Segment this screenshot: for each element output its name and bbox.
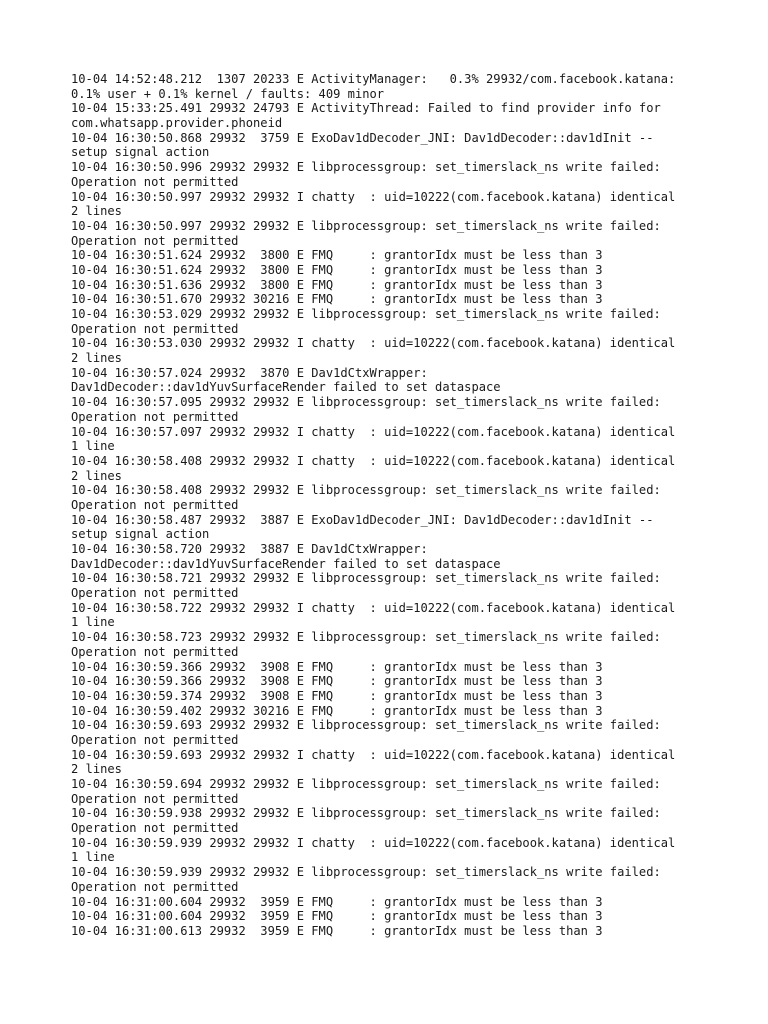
log-line: 10-04 16:30:59.693 29932 29932 E libprocessgroup: set_timerslack_ns write failed: [71,718,661,733]
log-line: 10-04 16:31:00.604 29932 3959 E FMQ : grantorIdx must be less than 3 [71,909,603,924]
log-line: 10-04 16:30:58.487 29932 3887 E ExoDav1dDecoder_JNI: Dav1dDecoder::dav1dInit -- [71,512,654,527]
log-line: 10-04 16:30:51.624 29932 3800 E FMQ : grantorIdx must be less than 3 [71,248,603,263]
log-line: Operation not permitted [71,174,239,189]
log-line: 10-04 16:30:59.938 29932 29932 E libprocessgroup: set_timerslack_ns write failed: [71,806,661,821]
log-line: 10-04 16:30:58.408 29932 29932 I chatty : uid=10222(com.facebook.katana) identical [71,453,676,468]
log-line: 1 line [71,615,115,630]
log-line: setup signal action [71,527,210,542]
log-line: 10-04 16:30:58.722 29932 29932 I chatty : uid=10222(com.facebook.katana) identical [71,600,676,615]
logcat-text-block [71,72,731,939]
log-line: Operation not permitted [71,732,239,747]
log-line: setup signal action [71,145,210,160]
log-line: 10-04 16:31:00.604 29932 3959 E FMQ : grantorIdx must be less than 3 [71,894,603,909]
log-line: 10-04 16:30:59.366 29932 3908 E FMQ : grantorIdx must be less than 3 [71,674,603,689]
log-line: 10-04 16:30:50.997 29932 29932 I chatty : uid=10222(com.facebook.katana) identical [71,189,676,204]
log-line: 10-04 16:30:53.030 29932 29932 I chatty : uid=10222(com.facebook.katana) identical [71,336,676,351]
log-line: 2 lines [71,351,122,366]
log-line: com.whatsapp.provider.phoneid [71,116,283,131]
log-line: 10-04 16:30:50.997 29932 29932 E libprocessgroup: set_timerslack_ns write failed: [71,218,661,233]
log-line: Operation not permitted [71,586,239,601]
log-line: 2 lines [71,762,122,777]
log-line: Dav1dDecoder::dav1dYuvSurfaceRender failed to set dataspace [71,556,501,571]
log-line: 10-04 16:30:59.693 29932 29932 I chatty : uid=10222(com.facebook.katana) identical [71,747,676,762]
log-line: 10-04 16:30:58.720 29932 3887 E Dav1dCtxWrapper: [71,542,428,556]
log-line: 10-04 16:30:59.366 29932 3908 E FMQ : grantorIdx must be less than 3 [71,659,603,674]
log-line: 10-04 15:33:25.491 29932 24793 E ActivityThread: Failed to find provider info for [71,101,661,116]
log-line: Dav1dDecoder::dav1dYuvSurfaceRender failed to set dataspace [71,380,501,395]
log-line: 10-04 16:30:59.939 29932 29932 I chatty : uid=10222(com.facebook.katana) identical [71,835,676,850]
log-line: Operation not permitted [71,409,239,424]
log-line: 10-04 16:30:59.402 29932 30216 E FMQ : grantorIdx must be less than 3 [71,703,603,718]
log-line: 10-04 16:30:57.097 29932 29932 I chatty : uid=10222(com.facebook.katana) identical [71,424,676,439]
log-line: Operation not permitted [71,821,239,836]
log-line: 10-04 16:30:57.024 29932 3870 E Dav1dCtxWrapper: [71,365,428,380]
log-line: 10-04 16:30:57.095 29932 29932 E libprocessgroup: set_timerslack_ns write failed: [71,395,661,410]
log-line: 10-04 16:30:58.408 29932 29932 E libprocessgroup: set_timerslack_ns write failed: [71,483,661,498]
log-line: 10-04 16:30:51.624 29932 3800 E FMQ : grantorIdx must be less than 3 [71,262,603,277]
log-line: Operation not permitted [71,644,239,659]
log-line: 1 line [71,850,115,865]
log-line: Operation not permitted [71,233,239,248]
log-line: 10-04 16:30:58.723 29932 29932 E libprocessgroup: set_timerslack_ns write failed: [71,630,661,645]
log-line: 2 lines [71,204,122,219]
log-line: 10-04 16:30:51.636 29932 3800 E FMQ : grantorIdx must be less than 3 [71,277,603,292]
log-line: Operation not permitted [71,321,239,336]
log-line: 10-04 16:30:59.694 29932 29932 E libprocessgroup: set_timerslack_ns write failed: [71,777,661,791]
log-line: 0.1% user + 0.1% kernel / faults: 409 minor [71,86,385,101]
log-line: 10-04 16:30:50.996 29932 29932 E libprocessgroup: set_timerslack_ns write failed: [71,160,661,175]
log-line: 1 line [71,439,115,454]
log-line: 10-04 16:31:00.613 29932 3959 E FMQ : grantorIdx must be less than 3 [71,923,603,938]
log-line: 10-04 14:52:48.212 1307 20233 E ActivityManager: 0.3% 29932/com.facebook.katana: [71,72,676,86]
log-line: 10-04 16:30:59.939 29932 29932 E libprocessgroup: set_timerslack_ns write failed: [71,865,661,880]
log-line: Operation not permitted [71,497,239,512]
log-line: 10-04 16:30:53.029 29932 29932 E libprocessgroup: set_timerslack_ns write failed: [71,307,661,321]
log-line: 10-04 16:30:51.670 29932 30216 E FMQ : grantorIdx must be less than 3 [71,292,603,307]
log-line: Operation not permitted [71,791,239,806]
log-line: 2 lines [71,468,122,483]
log-line: 10-04 16:30:58.721 29932 29932 E libprocessgroup: set_timerslack_ns write failed: [71,571,661,586]
log-line: 10-04 16:30:50.868 29932 3759 E ExoDav1dDecoder_JNI: Dav1dDecoder::dav1dInit -- [71,130,654,145]
log-line: Operation not permitted [71,879,239,894]
log-line: 10-04 16:30:59.374 29932 3908 E FMQ : grantorIdx must be less than 3 [71,688,603,703]
